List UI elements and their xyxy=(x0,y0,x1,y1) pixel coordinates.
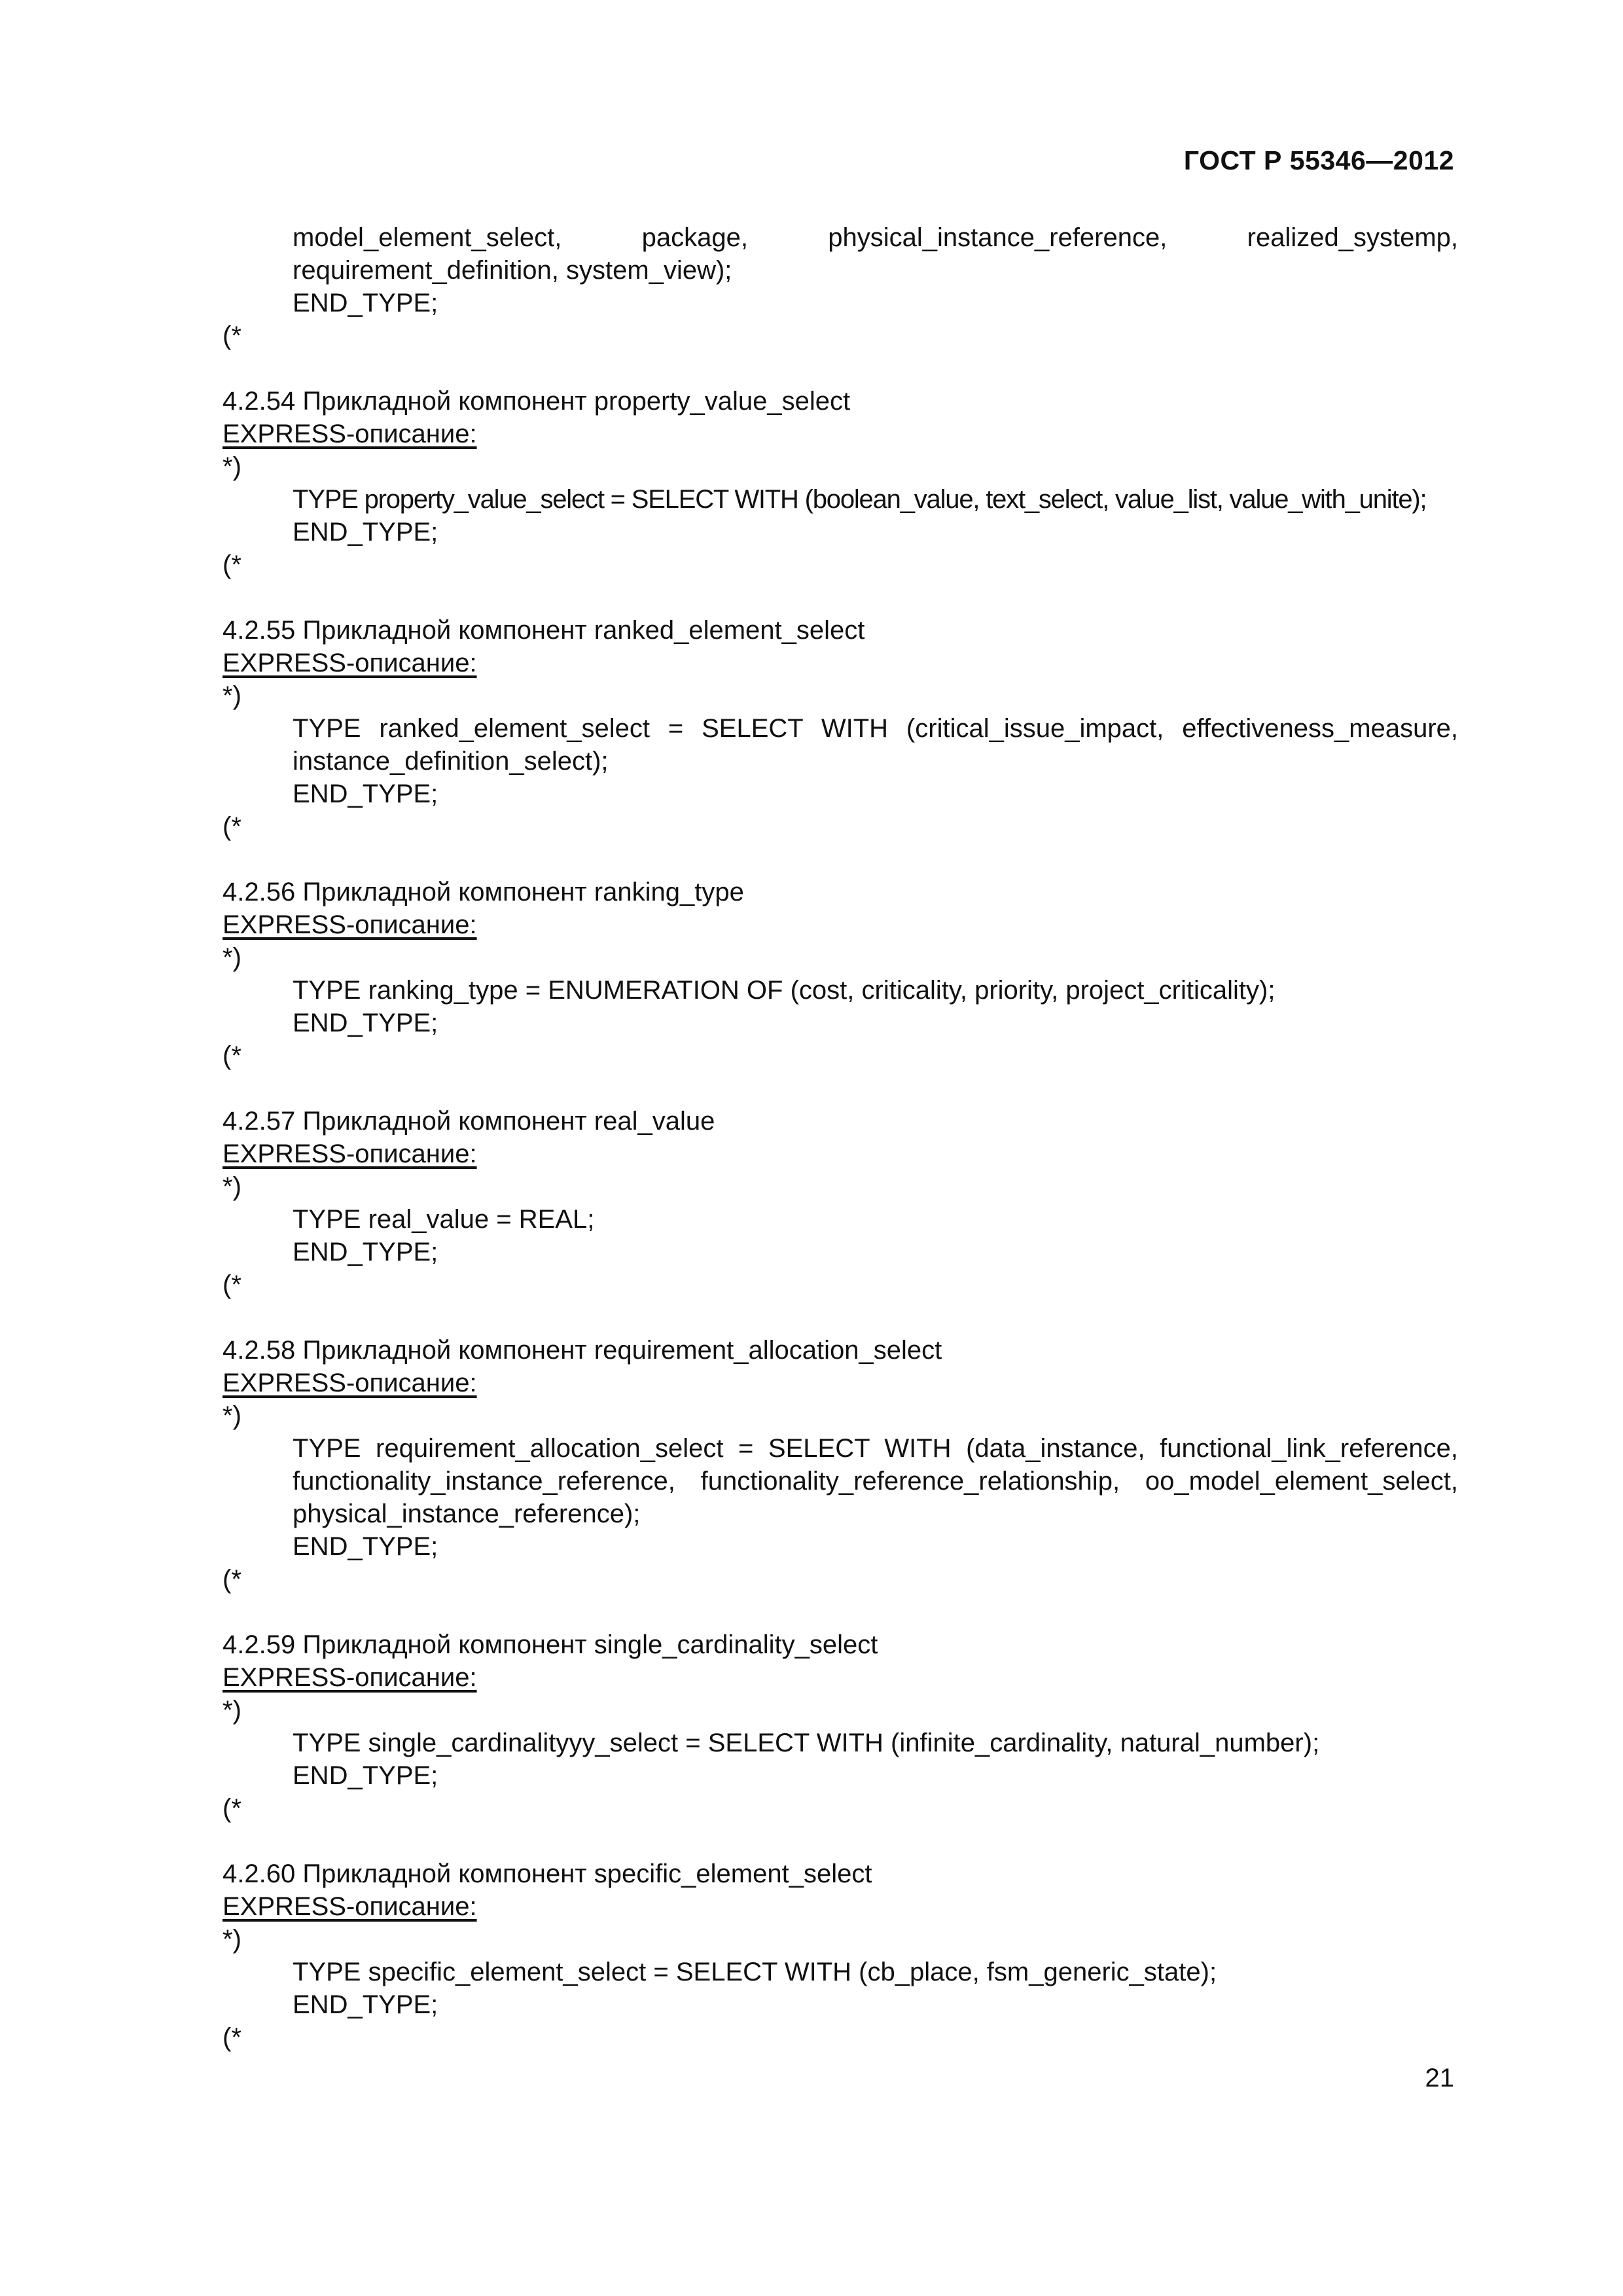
close-comment: *) xyxy=(223,1401,241,1430)
section-heading: 4.2.55 Прикладной компонент ranked_element_select xyxy=(223,616,865,645)
code-line: TYPE requirement_allocation_select = SELECT WITH (data_instance, functional_link_reference, functionality_instance_reference, functionality_reference_relationship, oo_model_element_select, physical_instance_reference); xyxy=(293,1434,1458,1528)
express-label: EXPRESS-описание: xyxy=(223,649,477,677)
section-heading: 4.2.60 Прикладной компонент specific_element_select xyxy=(223,1859,872,1888)
section-4-2-56 xyxy=(223,876,1458,1072)
code-line: TYPE ranking_type = ENUMERATION OF (cost, criticality, priority, project_criticality); xyxy=(293,976,1275,1005)
code-line: TYPE real_value = REAL; xyxy=(293,1205,595,1234)
open-comment: (* xyxy=(223,1270,241,1299)
spacer xyxy=(223,581,1458,614)
end-type-line: END_TYPE; xyxy=(293,518,438,547)
open-comment: (* xyxy=(223,321,241,350)
code-line: TYPE single_cardinalityyy_select = SELECT WITH (infinite_cardinality, natural_number); xyxy=(293,1729,1320,1757)
section-4-2-58 xyxy=(223,1334,1458,1596)
spacer xyxy=(223,352,1458,385)
end-type-line: END_TYPE; xyxy=(293,1532,438,1561)
close-comment: *) xyxy=(223,452,241,481)
page-number: 21 xyxy=(1425,2064,1454,2092)
section-4-2-55 xyxy=(223,614,1458,843)
section-heading: 4.2.56 Прикладной компонент ranking_type xyxy=(223,878,744,906)
end-type-line: END_TYPE; xyxy=(293,289,438,317)
express-label: EXPRESS-описание: xyxy=(223,1139,477,1168)
close-comment: *) xyxy=(223,943,241,972)
close-comment: *) xyxy=(223,1925,241,1954)
close-comment: *) xyxy=(223,1696,241,1725)
express-label: EXPRESS-описание: xyxy=(223,1369,477,1397)
document-body xyxy=(223,221,1458,2054)
section-4-2-59 xyxy=(223,1628,1458,1825)
end-type-line: END_TYPE; xyxy=(293,1238,438,1266)
section-4-2-54 xyxy=(223,385,1458,581)
section-heading: 4.2.57 Прикладной компонент real_value xyxy=(223,1107,715,1136)
express-label: EXPRESS-описание: xyxy=(223,910,477,939)
section-4-2-60 xyxy=(223,1857,1458,2054)
close-comment: *) xyxy=(223,1172,241,1201)
section-heading: 4.2.59 Прикладной компонент single_cardinality_select xyxy=(223,1630,878,1659)
standard-header: ГОСТ Р 55346—2012 xyxy=(1183,145,1454,175)
section-heading: 4.2.54 Прикладной компонент property_value_select xyxy=(223,387,851,416)
open-comment: (* xyxy=(223,1794,241,1823)
code-line: TYPE ranked_element_select = SELECT WITH (critical_issue_impact, effectiveness_measure, instance_definition_select); xyxy=(293,714,1458,776)
spacer xyxy=(223,1072,1458,1105)
open-comment: (* xyxy=(223,1565,241,1594)
spacer xyxy=(223,1825,1458,1857)
code-line: TYPE property_value_select = SELECT WITH (boolean_value, text_select, value_list, value_with_unite); xyxy=(293,485,1427,514)
express-label: EXPRESS-описание: xyxy=(223,420,477,448)
express-label: EXPRESS-описание: xyxy=(223,1663,477,1692)
intro-block xyxy=(223,221,1458,352)
spacer xyxy=(223,1596,1458,1628)
open-comment: (* xyxy=(223,812,241,841)
section-heading: 4.2.58 Прикладной компонент requirement_allocation_select xyxy=(223,1336,942,1365)
spacer xyxy=(223,1301,1458,1334)
end-type-line: END_TYPE; xyxy=(293,1009,438,1037)
end-type-line: END_TYPE; xyxy=(293,1761,438,1790)
open-comment: (* xyxy=(223,2023,241,2052)
close-comment: *) xyxy=(223,681,241,710)
end-type-line: END_TYPE; xyxy=(293,780,438,808)
section-4-2-57 xyxy=(223,1105,1458,1301)
spacer xyxy=(223,843,1458,876)
code-line: model_element_select, package, physical_instance_reference, realized_systemp, requirement_definition, system_view); xyxy=(293,223,1458,285)
end-type-line: END_TYPE; xyxy=(293,1990,438,2019)
open-comment: (* xyxy=(223,550,241,579)
express-label: EXPRESS-описание: xyxy=(223,1892,477,1921)
open-comment: (* xyxy=(223,1041,241,1070)
code-line: TYPE specific_element_select = SELECT WITH (cb_place, fsm_generic_state); xyxy=(293,1958,1217,1986)
